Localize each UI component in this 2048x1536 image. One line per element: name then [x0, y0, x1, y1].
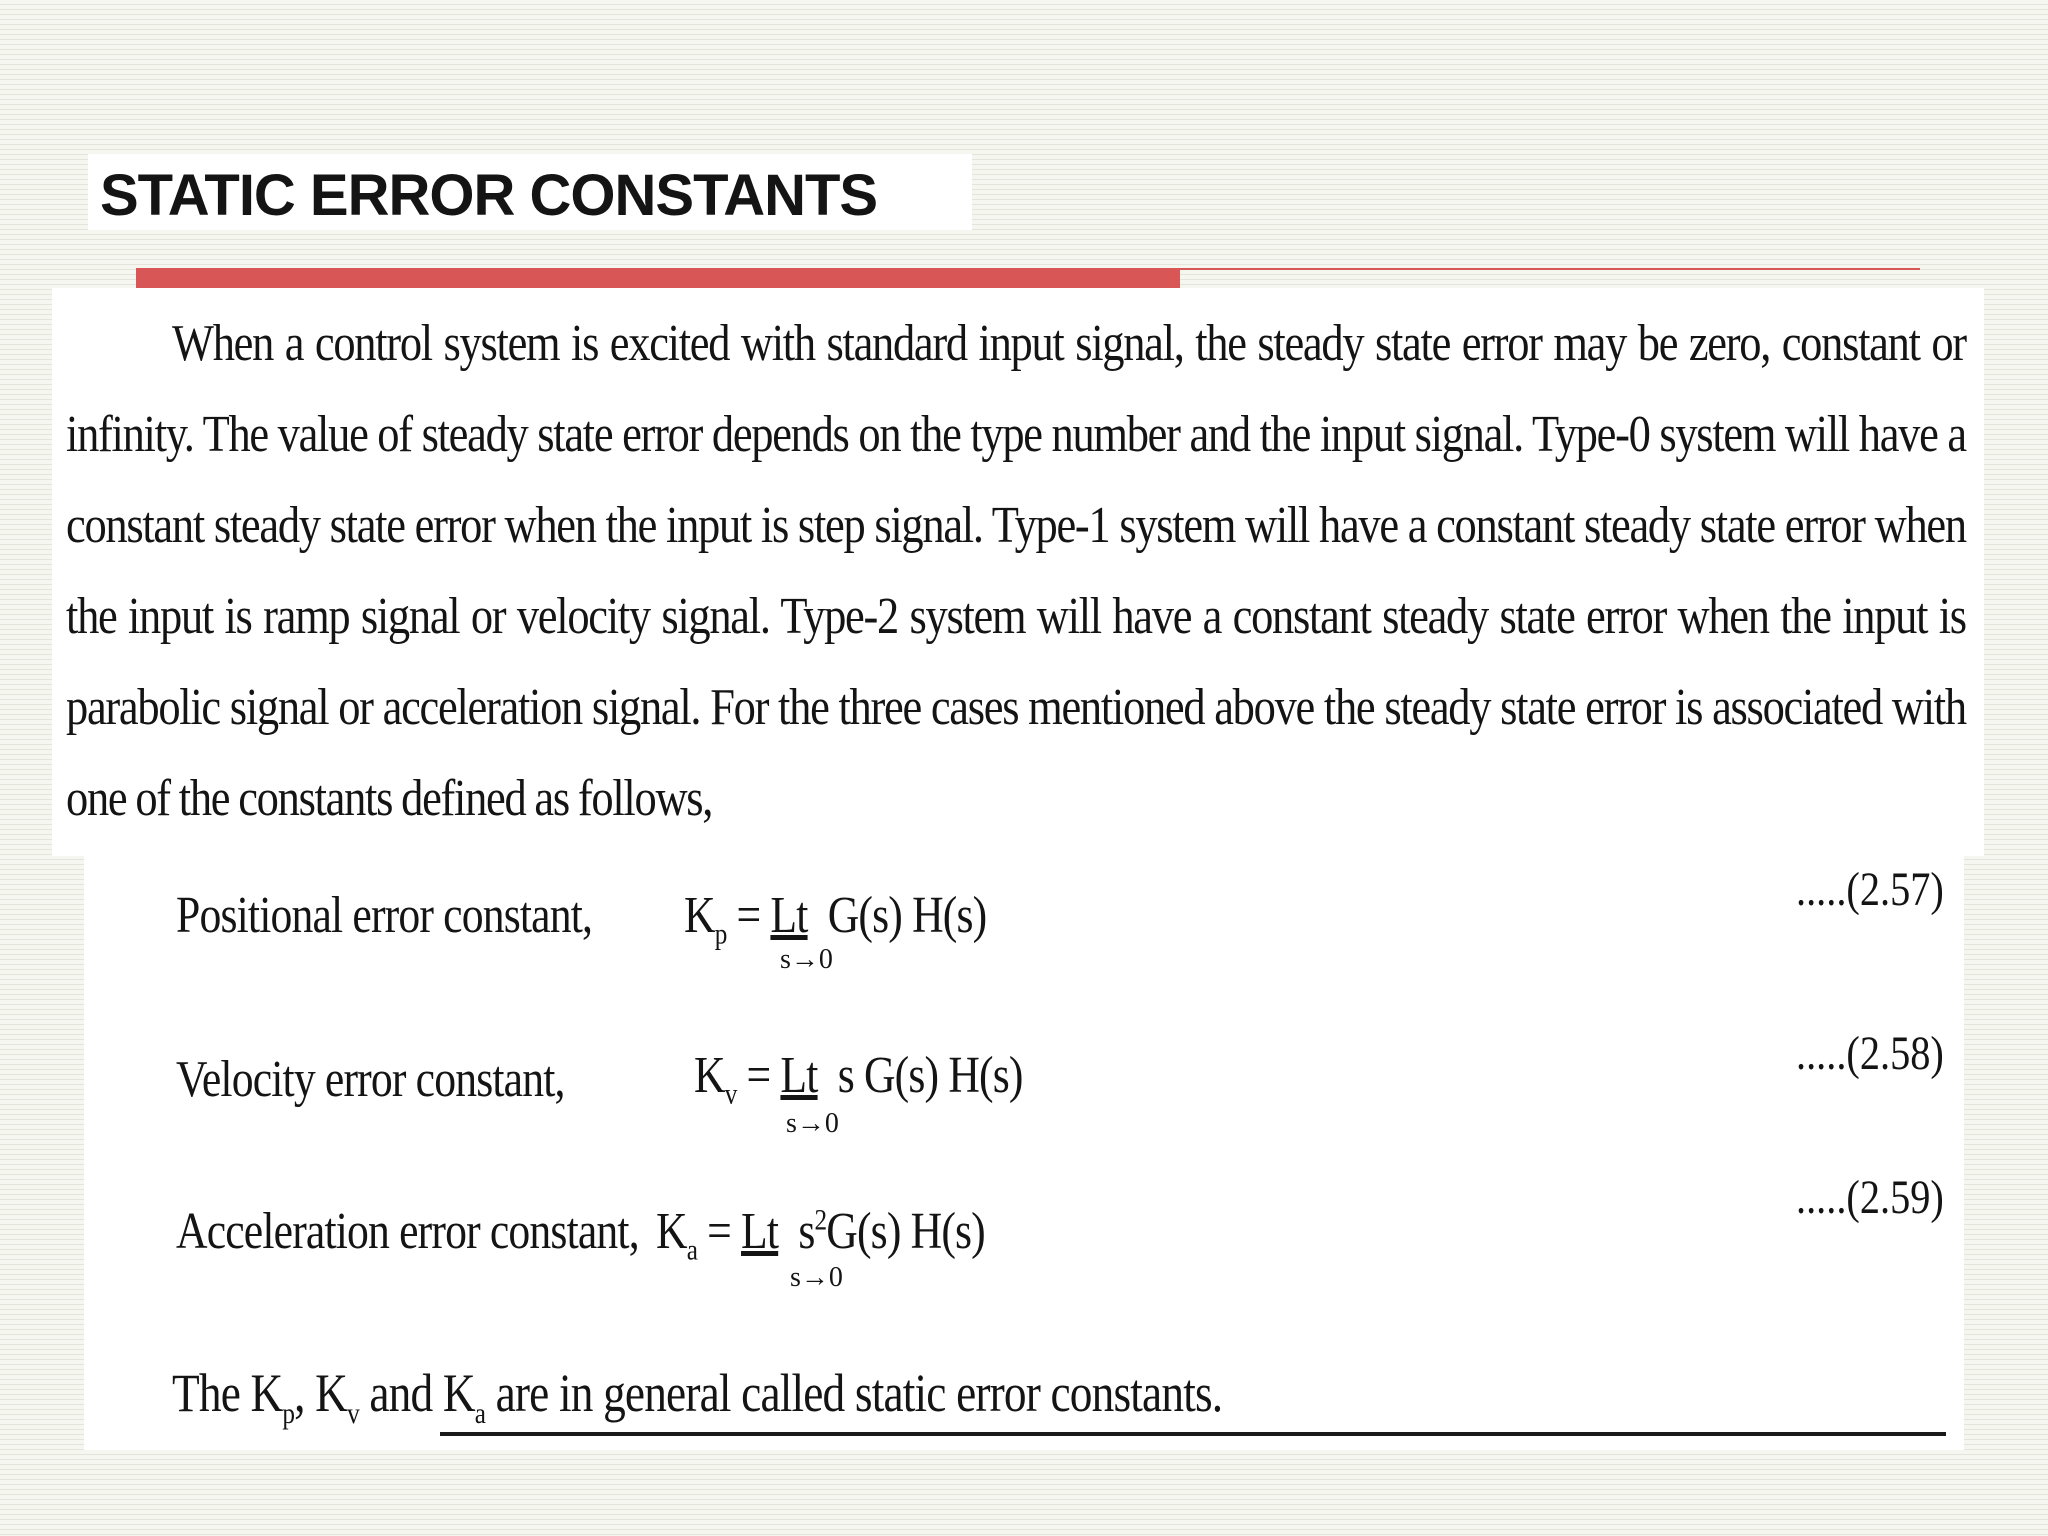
equation-number: .....(2.57) [1796, 863, 1944, 916]
equation-formula [656, 1202, 985, 1267]
equation-label: Acceleration error constant, [176, 1203, 639, 1260]
equation-label: Positional error constant, [176, 887, 593, 944]
equation-formula [684, 886, 986, 951]
constant-subscript: a [686, 1233, 698, 1267]
equation-expression: G(s) H(s) [826, 1203, 985, 1260]
equation-label: Velocity error constant, [176, 1051, 565, 1108]
equation-expression: s G(s) H(s) [837, 1047, 1023, 1104]
limit-operator: Lt [780, 1047, 818, 1104]
summary-prefix: The K [172, 1363, 283, 1423]
equals-sign: = [736, 887, 761, 944]
summary-sub-a: a [474, 1396, 486, 1430]
equals-sign: = [707, 1203, 731, 1260]
limit-subscript: s→0 [780, 944, 833, 975]
limit-operator: Lt [741, 1203, 779, 1260]
bottom-rule [440, 1432, 1946, 1436]
limit-subscript: s→0 [790, 1262, 843, 1293]
slide-title: STATIC ERROR CONSTANTS [100, 163, 878, 228]
summary-suffix: are in general called static error constants. [485, 1363, 1223, 1423]
limit-subscript: s→0 [786, 1108, 839, 1139]
equation-formula [694, 1046, 1023, 1111]
constant-subscript: v [724, 1077, 737, 1111]
expression-power: 2 [814, 1203, 827, 1237]
equation-number: .....(2.59) [1796, 1171, 1944, 1224]
constant-symbol: K [684, 887, 715, 944]
constant-subscript: p [714, 917, 727, 951]
summary-sentence [172, 1362, 1222, 1431]
intro-paragraph: When a control system is excited with standard input signal, the steady state error may be zero, constant or infinity. The value of steady state error depends on the type number and the input signal. Type-0 system will have a constant steady state error when the input is step signal. Type-1 system will have a constant steady state error when the input is ramp signal or velocity signal. Type-2 system will have a constant steady state error when the input is parabolic signal or acceleration signal. For the three cases mentioned above the steady state error is associated with one of the constants defined as follows, [66, 315, 1966, 827]
summary-mid2: and K [358, 1363, 475, 1423]
equals-sign: = [746, 1047, 771, 1104]
equation-expression: G(s) H(s) [827, 887, 987, 944]
title-accent-line [1180, 268, 1920, 270]
constant-symbol: K [694, 1047, 725, 1104]
summary-sub-p: p [282, 1396, 295, 1430]
title-accent-bar [136, 268, 1180, 288]
constant-symbol: K [656, 1203, 687, 1260]
equation-number: .....(2.58) [1796, 1027, 1944, 1080]
limit-operator: Lt [770, 887, 808, 944]
summary-mid1: , K [294, 1363, 348, 1423]
summary-sub-v: v [347, 1396, 359, 1430]
expression-variable: s [798, 1203, 815, 1260]
equations-panel [84, 856, 1964, 1450]
